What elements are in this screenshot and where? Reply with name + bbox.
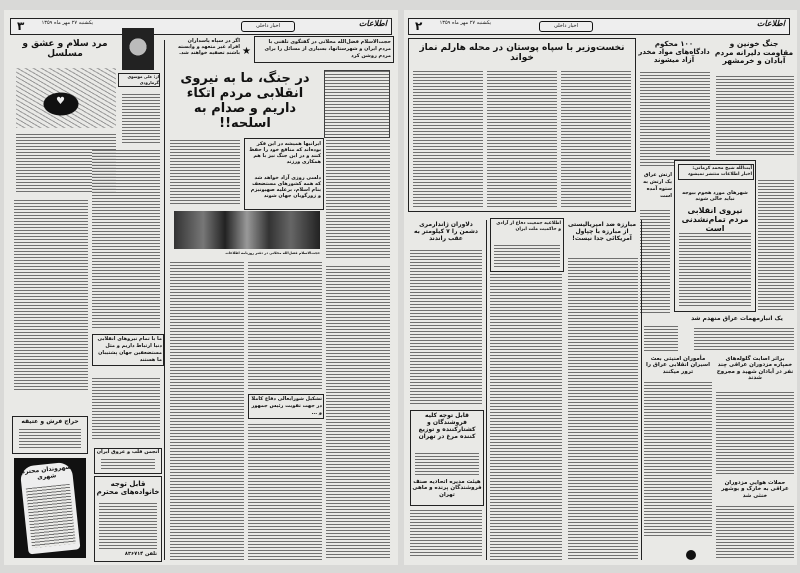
statement-box: اطلاعیه جمعیت دفاع از آزادی و حاکمیت ملت ایران [490,218,564,272]
article-body-text [248,424,322,560]
article-body-text [248,262,322,390]
article-body-text [640,210,670,314]
article-body-text [326,266,390,560]
poet-photo [122,28,154,70]
article-body-text [644,326,678,352]
article-body-text [568,258,638,560]
article-body-text [92,150,160,330]
article-body-text [410,510,482,558]
issue-date: یکشنبه ۲۷ مهر ماه ۱۳۵۹ [439,20,491,26]
peoples-force-story: آیت‌الله شیخ محمد کرمانی: اخبار اطلاعات منتشر نمیشود شهرهای مورد هجوم بیوجه نباید خالی شوند نیروی انقلابی مردم تمام‌نشدنی است [674,160,756,312]
gendarmerie-headline: دلاوران ژاندارمری دشمن را ۷ کیلومتر به عقب راندند [414,221,478,242]
article-body-text [716,506,794,560]
newspaper-logo: اطلاعات [756,19,785,28]
solidarity-box: ما با تمام نیروهای انقلابی دنیا ارتباط داریم و مثل مستضعفین جهان پشتیبان ما هستند [92,334,164,366]
section-label: اخبار داخلی [241,21,295,32]
article-body-text [716,76,794,156]
carpet-auction-ad: حراج فرش و عتیقه [12,416,88,454]
photo-caption: حجت‌الاسلام فضل‌الله محلاتی در دفتر روزنامه اطلاعات [225,251,320,255]
article-body-text [326,140,390,260]
section-label: اخبار داخلی [539,21,593,32]
page-number: ۳ [17,19,25,33]
poem-illustration [16,68,116,128]
poem-title: مرد سلام و عشق و مسلسل [22,39,108,60]
issue-date: یکشنبه ۲۷ مهر ماه ۱۳۵۹ [41,20,93,26]
logo-dot-icon [686,550,696,560]
main-headline: نخست‌وزیر با سپاه پوستان در محله هارلم نماز خواند [419,43,625,64]
citizens-ad: شهروندان محترم شهری [14,458,86,558]
quote-box: ایرانیها همیشه در این فکر بوده‌اند که منافع خود را حفظ کنند و در این جنگ نیز با هم همکاری ورزند دلسی روزی آزاد خواهد شد که همه کشورهای مستضعف بنام اسلام، برعلیه صهیونیزم و زورگویان جهان شوند [244,138,324,210]
air-attack-headline: حملات هوایی مزدوران عراقی به خارک و بوشهر خنثی شد [721,480,789,499]
poultry-notice: قابل توجه کلیه فروشندگان و کشتارکننده و توزیع کننده مرغ در تهران هیئت مدیره اتحادیه صنف فروشندگان پرنده و ماهی تهران [410,410,484,506]
article-body-text [644,382,712,538]
interview-photo [174,211,320,249]
star-note: اگر در سپاه پاسداران افراد غیر متعهد و وابسته باشند تصفیه خواهند شد. [177,38,240,56]
article-body-text [694,328,794,350]
page-number: ۲ [415,19,423,33]
main-headline: در جنگ، ما به نیروی انقلابی مردم اتکاء داریم و صدام به اسلحه!! [180,71,310,131]
page-header [10,18,392,35]
top-box: حجت‌الاسلام فضل‌الله محلاتی در گفتگوی تلفنی با مردم ایران و شهرستانها، بسیاری از مسائل را برای مردم روشن کرد [254,36,394,63]
article-body-text [14,200,88,390]
page-header [408,18,790,35]
article-body-text [410,250,482,406]
heart-association-ad: انجمن قلب و عروق ایران [94,448,162,474]
newspaper-logo: اطلاعات [358,19,387,28]
article-body-text [170,140,240,204]
article-body-text [92,378,160,440]
article-body-text [490,274,562,560]
article-body-text [758,180,794,310]
prime-minister-story [408,38,636,212]
drug-convicts-headline: ۱۰۰ محکوم دادگاه‌های مواد مخدر آزاد میشوند [638,40,710,65]
heart-icon: ♥ [56,96,65,107]
war-headline: جنگ خونین و مقاومت دلیرانه مردم آبادان و خرمشهر [714,39,794,66]
article-body-text [716,392,794,474]
star-icon: ★ [242,46,251,57]
iraqi-army-note: ارتش عراق یک ارتش به ستوه آمده است [643,172,672,199]
abadan-mortar-headline: براثر اصابت گلوله‌های خمپاره مزدوران عراقی چند نفر در آبادان شهید و مجروح شدند [716,356,794,381]
poet-caption: از: علی موسوی گرمارودی [118,73,160,87]
anti-imperialism-headline: مبارزه ضد امپریالیستی از مبارزه با چپاول آمریکائی جدا نیست! [567,221,637,242]
families-notice-ad: قابل توجه خانواده‌های محترم تلفن ۸۳۶۷۱۴ [94,476,162,562]
security-agents-headline: مأموران امنیتی بعث اسیران انقلابی عراق را ترور میکنند [645,356,711,375]
newspaper-page-3 [4,10,398,565]
poem-text [122,94,160,144]
article-body-text [640,72,710,168]
article-body-text [324,70,390,138]
defense-box: تشکیل شورایعالی دفاع کاملا در جهت تقویت رئیس جمهور و ... [248,394,324,419]
ammo-depot-headline: یک انبارمهمات عراق منهدم شد [691,315,783,322]
newspaper-page-2 [404,10,797,565]
article-body-text [170,262,244,560]
